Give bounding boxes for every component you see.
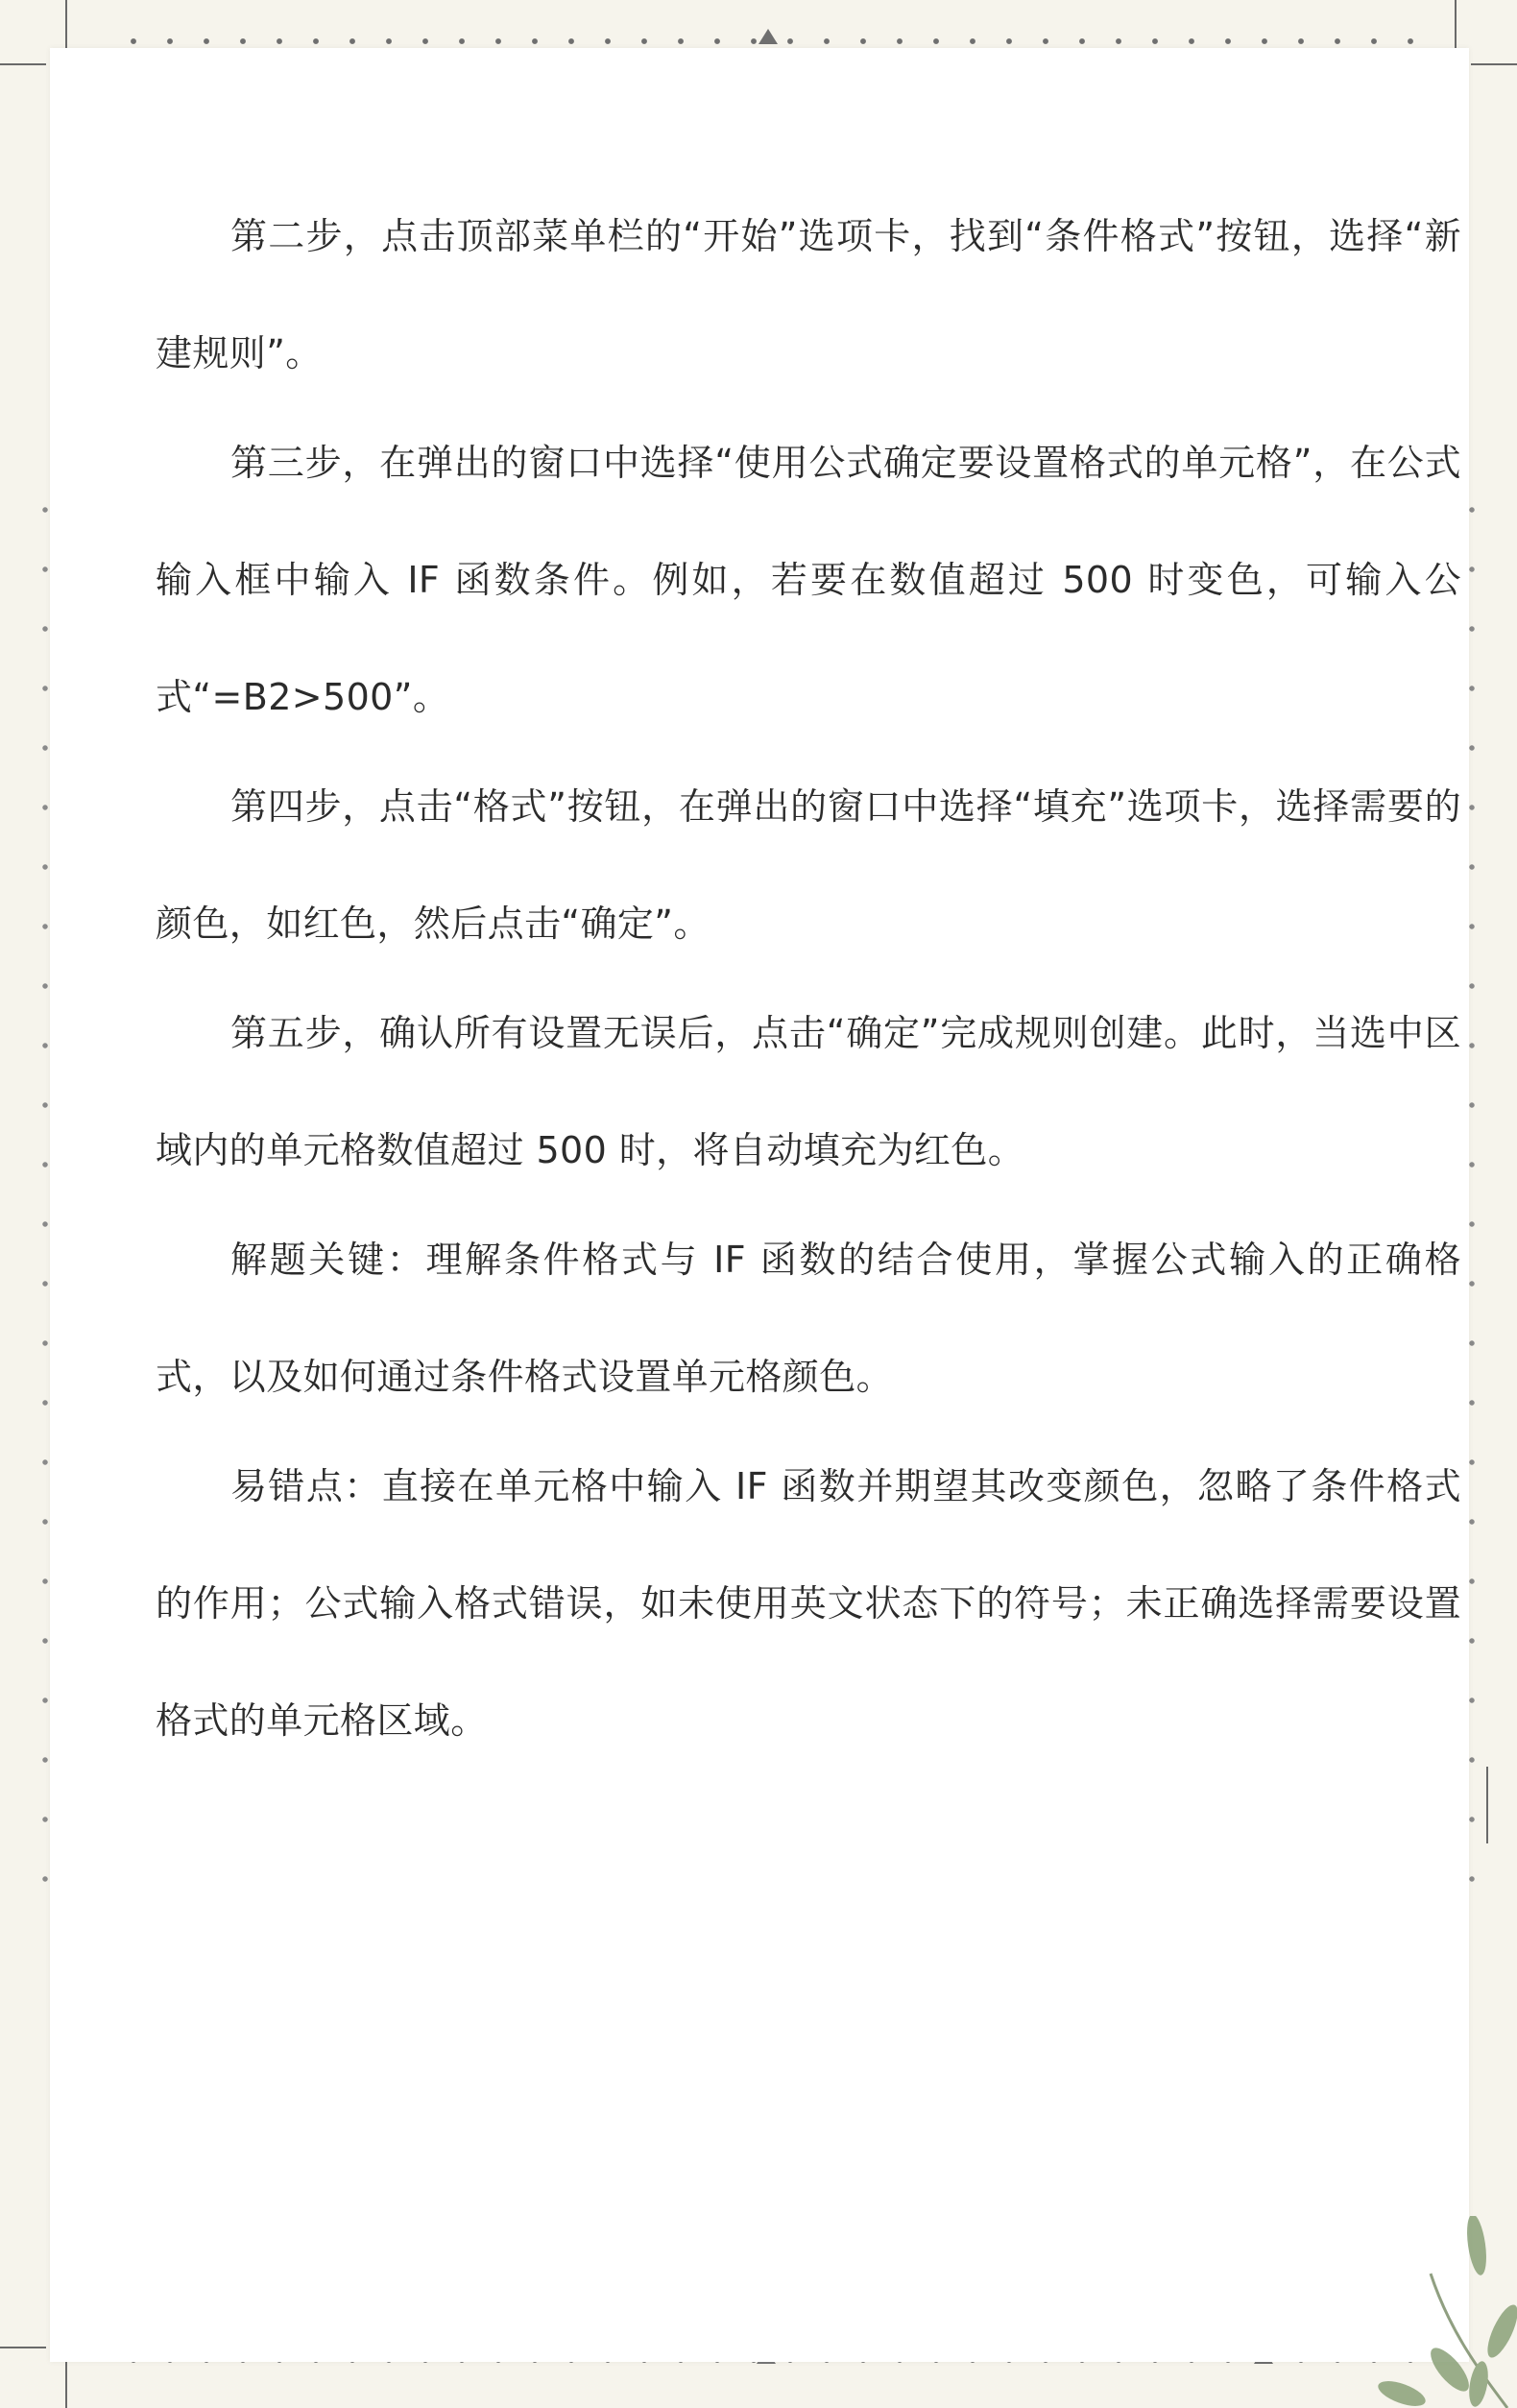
- paragraph-common-mistakes: 易错点：直接在单元格中输入 IF 函数并期望其改变颜色，忽略了条件格式的作用；公式输入格式错误，如未使用英文状态下的符号；未正确选择需要设置格式的单元格区域。: [156, 1465, 1461, 1742]
- left-side-dotted-border: [40, 480, 50, 1920]
- paragraph-step-two: 第二步，点击顶部菜单栏的“开始”选项卡，找到“条件格式”按钮，选择“新建规则”。: [156, 215, 1461, 374]
- document-page: [50, 48, 1469, 2362]
- frame-right-top-line: [1455, 0, 1457, 48]
- frame-top-left-tick: [0, 63, 46, 65]
- paragraph-step-five: 第五步，确认所有设置无误后，点击“确定”完成规则创建。此时，当选中区域内的单元格数值超过 500 时，将自动填充为红色。: [156, 1012, 1461, 1171]
- document-body: [156, 178, 1461, 1779]
- triangle-ornament-icon: [758, 29, 778, 44]
- frame-left-top-line: [65, 0, 67, 48]
- paragraph-key-points: 解题关键：理解条件格式与 IF 函数的结合使用，掌握公式输入的正确格式，以及如何通过条件格式设置单元格颜色。: [156, 1239, 1461, 1398]
- frame-left-bottom-line: [65, 2362, 67, 2408]
- paragraph-step-three: 第三步，在弹出的窗口中选择“使用公式确定要设置格式的单元格”，在公式输入框中输入 IF 函数条件。例如，若要在数值超过 500 时变色，可输入公式“=B2>500”。: [156, 442, 1461, 718]
- paragraph-step-four: 第四步，点击“格式”按钮，在弹出的窗口中选择“填充”选项卡，选择需要的颜色，如红色，然后点击“确定”。: [156, 785, 1461, 945]
- frame-right-side-line: [1486, 1767, 1488, 1843]
- leaf-sprig-icon: [1287, 2216, 1517, 2408]
- frame-bottom-left-tick: [0, 2347, 46, 2348]
- frame-top-right-tick: [1471, 63, 1517, 65]
